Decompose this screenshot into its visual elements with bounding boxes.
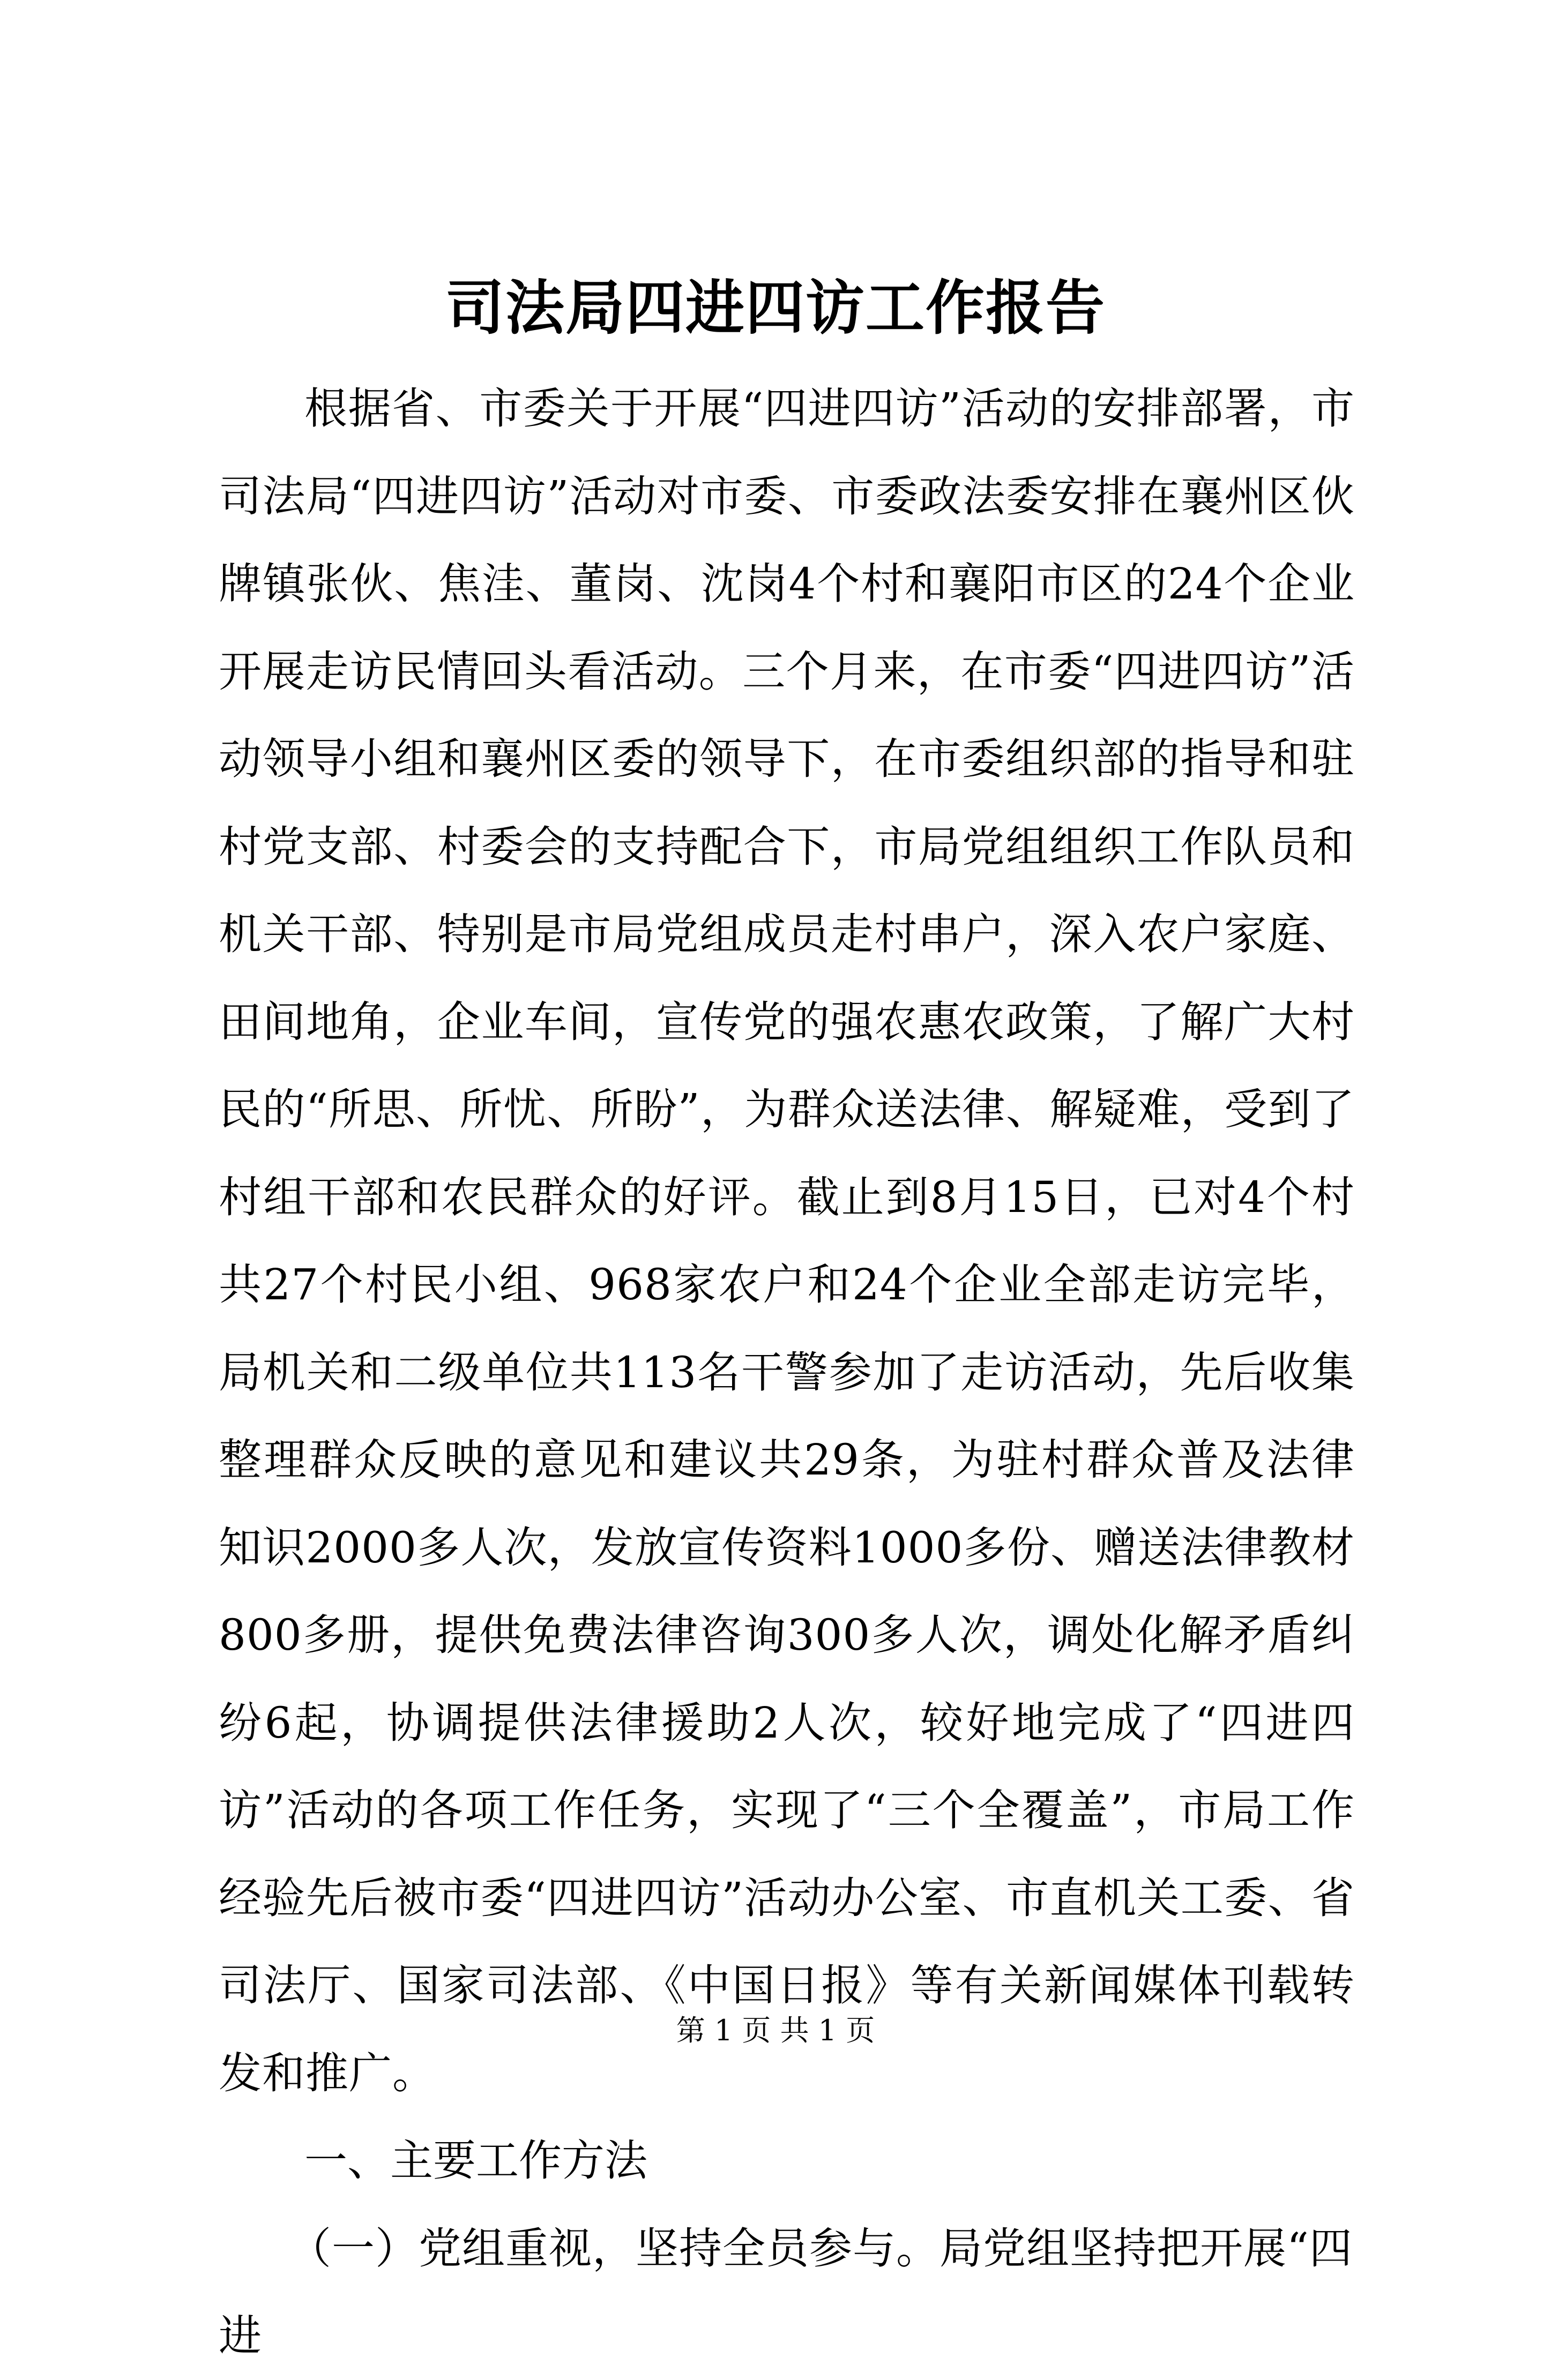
document-body bbox=[219, 365, 1355, 2380]
section-heading: 一、主要工作方法 bbox=[304, 2136, 647, 2186]
page-footer: 第 1 页 共 1 页 bbox=[676, 2014, 875, 2047]
body-paragraph: 根据省、市委关于开展“四进四访”活动的安排部署，市司法局“四进四访”活动对市委、市委政法委安排在襄州区伙牌镇张伙、焦洼、董岗、沈岗4个村和襄阳市区的24个企业开展走访民情回头看活动。三个月来，在市委“四进四访”活动领导小组和襄州区委的领导下，在市委组织部的指导和驻村党支部、村委会的支持配合下，市局党组组织工作队员和机关干部、特别是市局党组成员走村串户，深入农户家庭、田间地角，企业车间，宣传党的强农惠农政策，了解广大村民的“所思、所忧、所盼”，为群众送法律、解疑难，受到了村组干部和农民群众的好评。截止到8月15日，已对4个村共27个村民小组、968家农户和24个企业全部走访完毕，局机关和二级单位共113名干警参加了走访活动，先后收集整理群众反映的意见和建议共29条，为驻村群众普及法律知识2000多人次，发放宣传资料1000多份、赠送法律教材800多册，提供免费法律咨询300多人次，调处化解矛盾纠纷6起，协调提供法律援助2人次，较好地完成了“四进四访”活动的各项工作任务，实现了“三个全覆盖”，市局工作经验先后被市委“四进四访”活动办公室、市直机关工委、省司法厅、国家司法部、《中国日报》等有关新闻媒体刊载转发和推广。 bbox=[219, 384, 1355, 2098]
document-title: 司法局四进四访工作报告 bbox=[445, 273, 1106, 342]
subsection-paragraph: （一）党组重视，坚持全员参与。局党组坚持把开展“四进 bbox=[219, 2223, 1353, 2361]
